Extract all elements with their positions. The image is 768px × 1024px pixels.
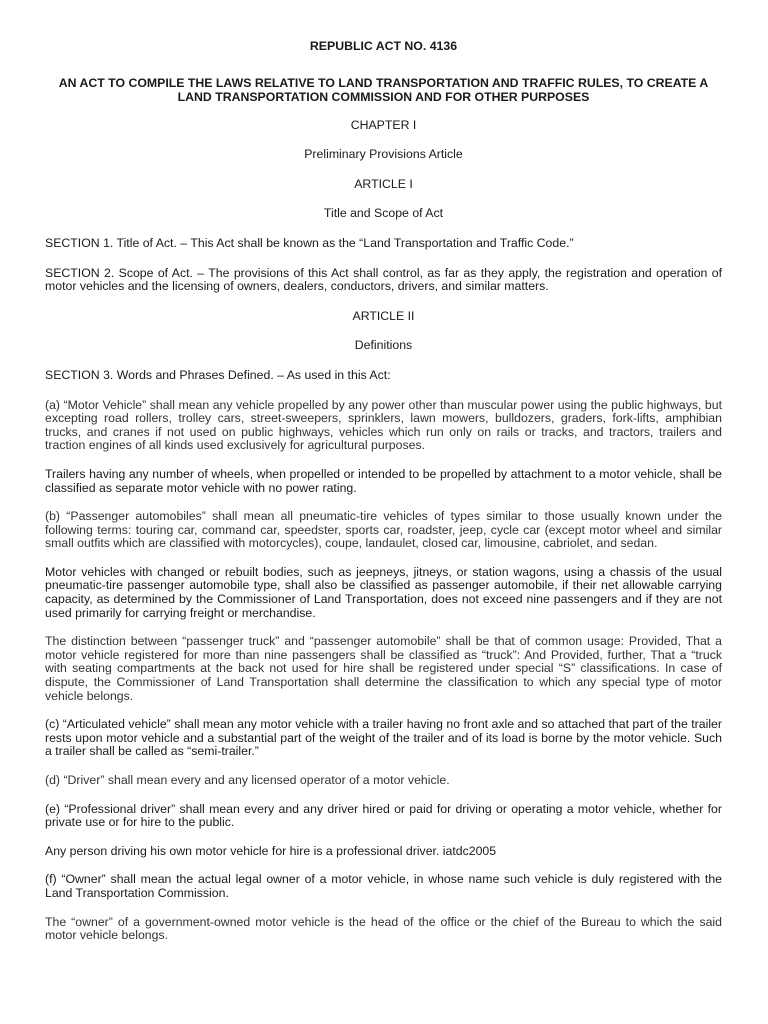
government-owner-paragraph: The “owner” of a government-owned motor vehicle is the head of the office or the chief of the Bureau to which the said motor vehicle belongs. <box>45 914 722 943</box>
changed-bodies-paragraph: Motor vehicles with changed or rebuilt bodies, such as jeepneys, jitneys, or station wagons, using a chassis of the usual pneumatic-tire passenger automobile type, shall also be classified as passenger automobile, if their net allowable carrying capacity, as determined by the Commissioner of Land Transportation, does not exceed nine passengers and if they are not used primarily for carrying freight or merchandise. <box>45 564 722 620</box>
professional-driver-paragraph: Any person driving his own motor vehicle for hire is a professional driver. iatdc2005 <box>45 843 497 858</box>
act-long-title: AN ACT TO COMPILE THE LAWS RELATIVE TO LAND TRANSPORTATION AND TRAFFIC RULES, TO CREATE A LAND TRANSPORTATION COMMISSION AND FOR OTHER PURPOSES <box>58 75 709 105</box>
definition-c: (c) “Articulated vehicle” shall mean any motor vehicle with a trailer having no front axle and so attached that part of the trailer rests upon motor vehicle and a substantial part of the weight of the trailer and of its load is borne by the motor vehicle. Such a trailer shall be called as “semi-trailer.” <box>45 717 722 759</box>
section-2: SECTION 2. Scope of Act. – The provisions of this Act shall control, as far as they apply, the registration and operation of motor vehicles and the licensing of owners, dealers, conductors, drivers, and similar matters. <box>45 265 722 294</box>
chapter-heading: CHAPTER I <box>350 117 417 132</box>
article-2-title: Definitions <box>354 338 413 353</box>
article-1-heading: ARTICLE I <box>354 176 413 191</box>
act-number: REPUBLIC ACT NO. 4136 <box>309 39 458 53</box>
section-3: SECTION 3. Words and Phrases Defined. – As used in this Act: <box>45 367 391 382</box>
definition-a: (a) “Motor Vehicle” shall mean any vehicle propelled by any power other than muscular power using the public highways, but excepting road rollers, trolley cars, street-sweepers, sprinklers, lawn mowers, bulldozers, graders, fork-lifts, amphibian trucks, and cranes if not used on public highways, vehicles which run only on rails or tracks, and tractors, trailers and traction engines of all kinds used exclusively for agricultural purposes. <box>45 397 722 453</box>
article-1-title: Title and Scope of Act <box>323 206 444 221</box>
article-2-heading: ARTICLE II <box>352 308 415 323</box>
definition-d: (d) “Driver” shall mean every and any licensed operator of a motor vehicle. <box>45 773 450 787</box>
chapter-title: Preliminary Provisions Article <box>304 147 463 162</box>
section-1: SECTION 1. Title of Act. – This Act shall be known as the “Land Transportation and Traffic Code.” <box>45 235 574 250</box>
definition-b: (b) “Passenger automobiles” shall mean all pneumatic-tire vehicles of types similar to those usually known under the following terms: touring car, command car, speedster, sports car, roadster, jeep, cycle car (except motor wheel and similar small outfits which are classified with motorcycles), coupe, landaulet, closed car, limousine, cabriolet, and sedan. <box>45 509 722 551</box>
definition-f: (f) “Owner” shall mean the actual legal owner of a motor vehicle, in whose name such vehicle is duly registered with the Land Transportation Commission. <box>45 872 722 900</box>
definition-e: (e) “Professional driver” shall mean every and any driver hired or paid for driving or operating a motor vehicle, whether for private use or for hire to the public. <box>45 801 722 830</box>
trailers-paragraph: Trailers having any number of wheels, when propelled or intended to be propelled by attachment to a motor vehicle, shall be classified as separate motor vehicle with no power rating. <box>45 466 722 495</box>
distinction-paragraph: The distinction between “passenger truck” and “passenger automobile” shall be that of common usage: Provided, That a motor vehicle registered for more than nine passengers shall be classified as “truck”: And Provided, further, That a “truck with seating compartments at the back not used for hire shall be registered under special “S” classifications. In case of dispute, the Commissioner of Land Transportation shall determine the classification to which any special type of motor vehicle belongs. <box>45 634 722 703</box>
